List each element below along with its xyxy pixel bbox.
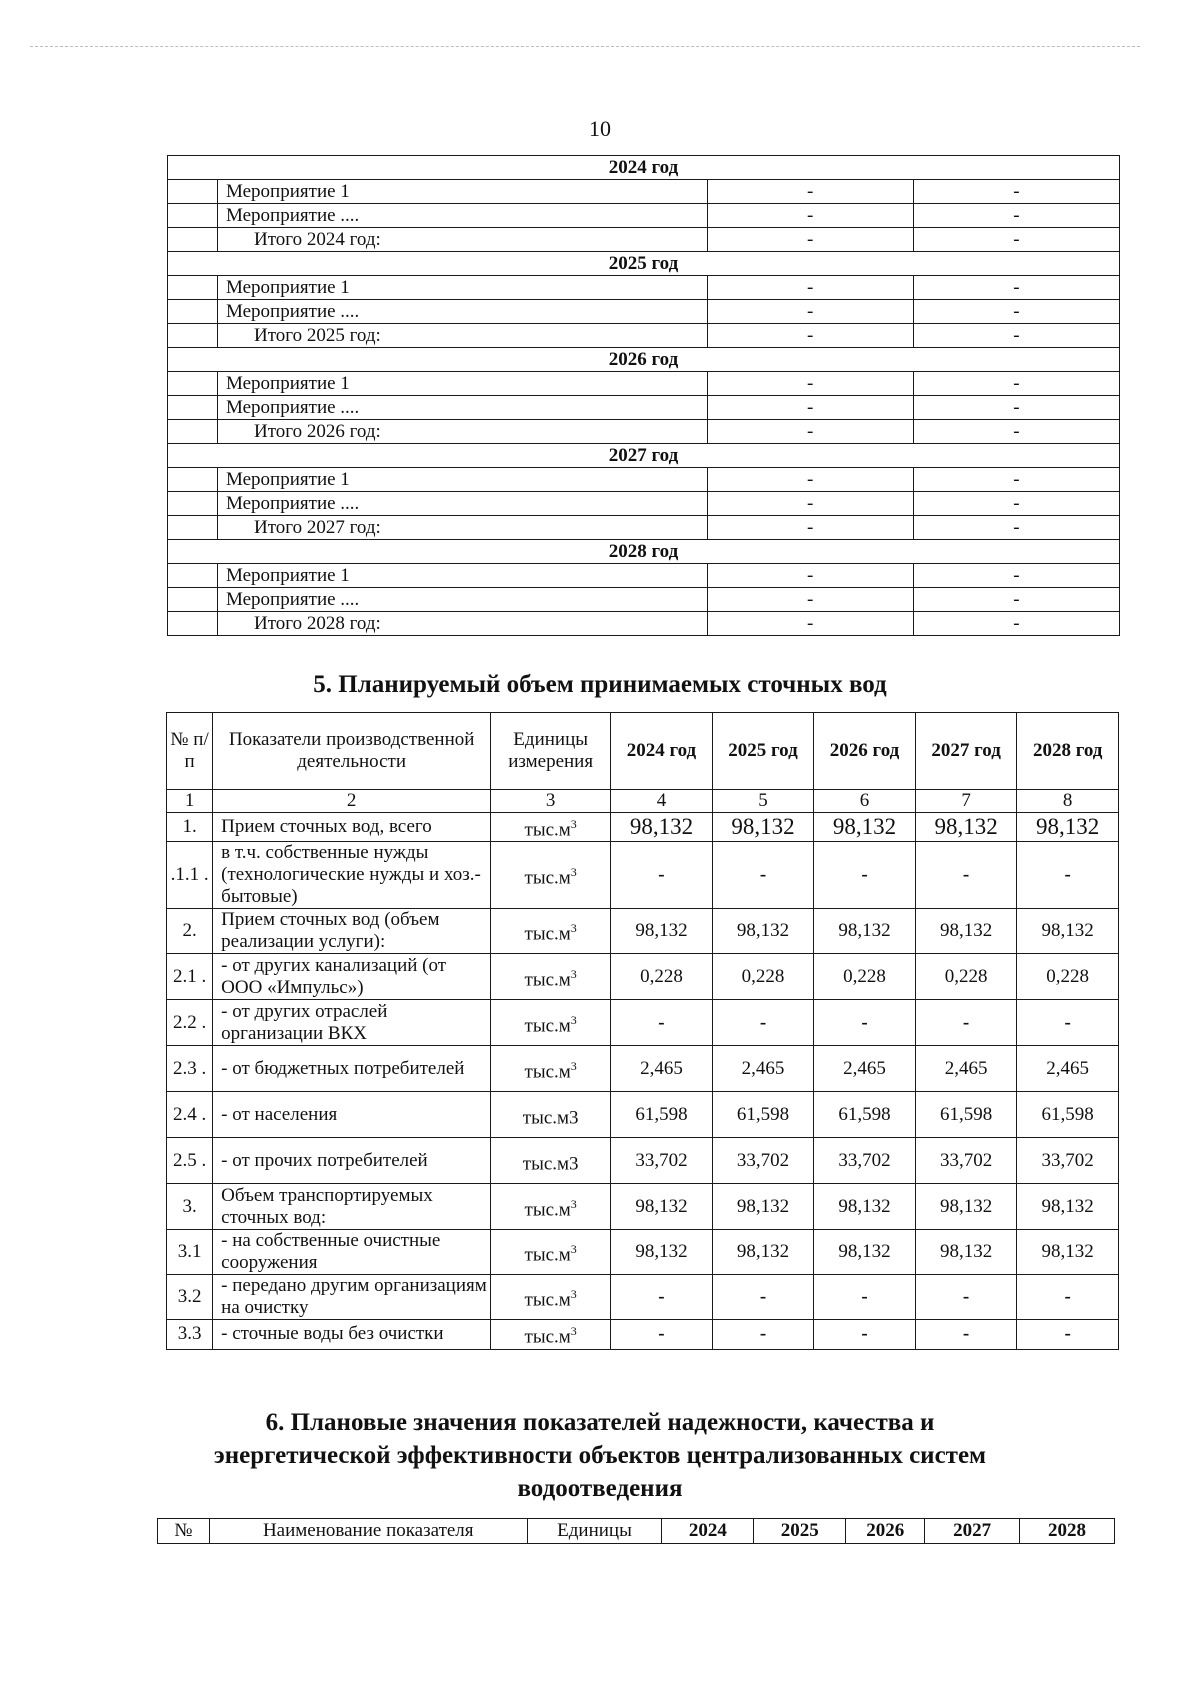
event-name: Мероприятие 1 (217, 468, 707, 492)
event-row (168, 588, 1120, 612)
year-value: 61,598 (814, 1092, 916, 1138)
year-value: 33,702 (1017, 1138, 1119, 1184)
table-row (167, 1092, 1119, 1138)
table-row (167, 1184, 1119, 1230)
year-value: 0,228 (712, 954, 814, 1000)
event-name: Мероприятие 1 (217, 180, 707, 204)
year-value: - (611, 1000, 713, 1046)
blank-cell (168, 612, 218, 636)
indicator-name: - сточные воды без очистки (213, 1320, 491, 1349)
year-value: 98,132 (611, 813, 713, 842)
header-year: 2026 год (814, 713, 916, 790)
event-total-value: - (707, 324, 913, 348)
year-value: 2,465 (915, 1046, 1017, 1092)
header-year: 2026 (846, 1519, 925, 1544)
year-value: 98,132 (712, 1230, 814, 1275)
row-number: 2.3 . (167, 1046, 213, 1092)
year-value: 98,132 (814, 1184, 916, 1230)
unit-superscript: 3 (570, 865, 577, 880)
unit-text: тыс.м (524, 1289, 571, 1311)
year-heading: 2027 год (168, 444, 1120, 468)
unit-superscript: 3 (570, 1196, 577, 1211)
year-value: 0,228 (1017, 954, 1119, 1000)
unit-cell (491, 813, 611, 842)
column-number: 2 (213, 790, 491, 813)
year-value: 98,132 (915, 909, 1017, 954)
blank-cell (168, 276, 218, 300)
header-year: 2028 (1020, 1519, 1115, 1544)
year-heading: 2026 год (168, 348, 1120, 372)
year-value: 61,598 (712, 1092, 814, 1138)
unit-cell (491, 1275, 611, 1320)
year-value: 33,702 (611, 1138, 713, 1184)
unit-superscript: 3 (570, 1324, 577, 1339)
event-value: - (913, 468, 1119, 492)
unit-cell (491, 1046, 611, 1092)
unit-cell (491, 954, 611, 1000)
unit-text: тыс.м (524, 1060, 571, 1082)
blank-cell (168, 324, 218, 348)
year-value: 33,702 (814, 1138, 916, 1184)
event-value: - (707, 468, 913, 492)
header-unit: Единицы измерения (491, 713, 611, 790)
year-value: 98,132 (814, 813, 916, 842)
event-value: - (913, 180, 1119, 204)
column-number-row (167, 790, 1119, 813)
column-number: 5 (712, 790, 814, 813)
unit-superscript: 3 (570, 1012, 577, 1027)
event-row (168, 468, 1120, 492)
event-total-label: Итого 2027 год: (217, 516, 707, 540)
header-year: 2027 год (915, 713, 1017, 790)
table-header-row (158, 1519, 1115, 1544)
event-name: Мероприятие .... (217, 492, 707, 516)
row-number: 2. (167, 909, 213, 954)
event-value: - (913, 396, 1119, 420)
year-value: - (611, 1275, 713, 1320)
blank-cell (168, 372, 218, 396)
section-5-title: 5. Планируемый объем принимаемых сточных вод (313, 671, 887, 698)
table-row (167, 1275, 1119, 1320)
page-number: 10 (589, 116, 611, 141)
table-row (167, 1000, 1119, 1046)
year-value: 33,702 (915, 1138, 1017, 1184)
unit-text: тыс.м (524, 1326, 571, 1348)
blank-cell (168, 492, 218, 516)
table-header-row (167, 713, 1119, 790)
year-value: 98,132 (915, 813, 1017, 842)
year-heading: 2024 год (168, 156, 1120, 180)
column-number: 7 (915, 790, 1017, 813)
event-value: - (707, 492, 913, 516)
section-6-title-line: 6. Плановые значения показателей надежности, качества и (265, 1409, 935, 1436)
column-number: 6 (814, 790, 916, 813)
unit-cell (491, 1092, 611, 1138)
unit-text: тыс.м3 (522, 1106, 579, 1128)
indicator-name: в т.ч. собственные нужды (технологические нужды и хоз.-бытовые) (213, 842, 491, 909)
event-row (168, 396, 1120, 420)
indicator-name: - от бюджетных потребителей (213, 1046, 491, 1092)
header-no: № (158, 1519, 210, 1544)
indicator-name: - от других канализаций (от ООО «Импульс») (213, 954, 491, 1000)
event-value: - (707, 372, 913, 396)
unit-text: тыс.м (524, 1244, 571, 1266)
event-name: Мероприятие 1 (217, 276, 707, 300)
year-value: 98,132 (611, 1230, 713, 1275)
year-value: - (814, 1320, 916, 1349)
year-value: - (1017, 1320, 1119, 1349)
table-row (167, 813, 1119, 842)
unit-text: тыс.м (524, 1014, 571, 1036)
year-value: - (814, 842, 916, 909)
indicator-name: - от прочих потребителей (213, 1138, 491, 1184)
event-total-value: - (707, 420, 913, 444)
table-row (167, 1046, 1119, 1092)
row-number: 1. (167, 813, 213, 842)
year-heading: 2025 год (168, 252, 1120, 276)
year-value: - (915, 842, 1017, 909)
event-total-value: - (707, 516, 913, 540)
year-value: 98,132 (712, 813, 814, 842)
unit-cell (491, 909, 611, 954)
table-row (167, 1320, 1119, 1349)
indicator-name: - на собственные очистные сооружения (213, 1230, 491, 1275)
unit-text: тыс.м (524, 819, 571, 841)
header-name: Наименование показателя (209, 1519, 527, 1544)
event-total-value: - (913, 420, 1119, 444)
year-heading-row (168, 252, 1120, 276)
unit-cell (491, 1138, 611, 1184)
year-value: 98,132 (814, 909, 916, 954)
blank-cell (168, 228, 218, 252)
year-value: 2,465 (814, 1046, 916, 1092)
unit-text: тыс.м (524, 968, 571, 990)
event-total-label: Итого 2028 год: (217, 612, 707, 636)
column-number: 1 (167, 790, 213, 813)
indicator-name: - от других отраслей организации ВКХ (213, 1000, 491, 1046)
event-value: - (707, 180, 913, 204)
event-total-row (168, 324, 1120, 348)
unit-superscript: 3 (570, 1242, 577, 1257)
unit-superscript: 3 (570, 817, 577, 831)
event-name: Мероприятие .... (217, 588, 707, 612)
event-value: - (913, 588, 1119, 612)
section-6-title (0, 1406, 1200, 1505)
year-value: 0,228 (611, 954, 713, 1000)
header-year: 2025 (754, 1519, 846, 1544)
year-value: - (611, 1320, 713, 1349)
event-value: - (707, 276, 913, 300)
year-value: - (814, 1000, 916, 1046)
event-name: Мероприятие .... (217, 300, 707, 324)
year-value: - (915, 1000, 1017, 1046)
wastewater-volume-table (166, 712, 1119, 1350)
event-name: Мероприятие .... (217, 396, 707, 420)
section-6-title-line: водоотведения (517, 1475, 683, 1502)
row-number: 2.2 . (167, 1000, 213, 1046)
event-total-row (168, 516, 1120, 540)
year-value: 2,465 (712, 1046, 814, 1092)
year-value: 33,702 (712, 1138, 814, 1184)
column-number: 4 (611, 790, 713, 813)
event-total-value: - (707, 612, 913, 636)
event-row (168, 204, 1120, 228)
indicator-name: Прием сточных вод (объем реализации услуги): (213, 909, 491, 954)
unit-text: тыс.м (524, 923, 571, 945)
year-heading-row (168, 540, 1120, 564)
header-year: 2025 год (712, 713, 814, 790)
event-name: Мероприятие .... (217, 204, 707, 228)
row-number: .1.1 . (167, 842, 213, 909)
event-total-value: - (707, 228, 913, 252)
event-row (168, 300, 1120, 324)
year-value: - (915, 1275, 1017, 1320)
row-number: 3. (167, 1184, 213, 1230)
event-row (168, 564, 1120, 588)
event-value: - (707, 396, 913, 420)
unit-superscript: 3 (570, 921, 577, 936)
event-total-row (168, 228, 1120, 252)
year-value: - (712, 1000, 814, 1046)
year-value: 0,228 (915, 954, 1017, 1000)
year-value: 61,598 (611, 1092, 713, 1138)
unit-text: тыс.м (524, 867, 571, 889)
event-name: Мероприятие 1 (217, 372, 707, 396)
year-heading-row (168, 444, 1120, 468)
year-value: 98,132 (1017, 909, 1119, 954)
unit-superscript: 3 (570, 1058, 577, 1073)
event-total-value: - (913, 324, 1119, 348)
year-heading-row (168, 156, 1120, 180)
unit-superscript: 3 (570, 1287, 577, 1302)
blank-cell (168, 300, 218, 324)
event-value: - (707, 300, 913, 324)
year-heading: 2028 год (168, 540, 1120, 564)
unit-cell (491, 1000, 611, 1046)
year-value: 98,132 (712, 1184, 814, 1230)
event-value: - (913, 204, 1119, 228)
year-value: 98,132 (1017, 1184, 1119, 1230)
event-total-label: Итого 2025 год: (217, 324, 707, 348)
unit-cell (491, 1184, 611, 1230)
unit-superscript: 3 (570, 966, 577, 981)
blank-cell (168, 468, 218, 492)
table-row (167, 954, 1119, 1000)
scan-artifact-line (30, 46, 1140, 47)
year-value: 61,598 (1017, 1092, 1119, 1138)
event-name: Мероприятие 1 (217, 564, 707, 588)
unit-cell (491, 842, 611, 909)
year-value: - (1017, 1275, 1119, 1320)
unit-cell (491, 1320, 611, 1349)
year-value: - (814, 1275, 916, 1320)
indicator-name: Прием сточных вод, всего (213, 813, 491, 842)
header-year: 2024 год (611, 713, 713, 790)
unit-cell (491, 1230, 611, 1275)
year-value: 61,598 (915, 1092, 1017, 1138)
event-value: - (913, 564, 1119, 588)
year-value: 98,132 (814, 1230, 916, 1275)
event-total-value: - (913, 228, 1119, 252)
blank-cell (168, 516, 218, 540)
table-row (167, 909, 1119, 954)
event-value: - (707, 588, 913, 612)
year-value: 98,132 (1017, 813, 1119, 842)
blank-cell (168, 588, 218, 612)
event-value: - (913, 372, 1119, 396)
year-value: 98,132 (915, 1184, 1017, 1230)
table-row (167, 1138, 1119, 1184)
blank-cell (168, 564, 218, 588)
event-value: - (913, 492, 1119, 516)
event-value: - (707, 204, 913, 228)
event-total-label: Итого 2024 год: (217, 228, 707, 252)
section-6-title-line: энергетической эффективности объектов централизованных систем (213, 1442, 987, 1469)
event-row (168, 492, 1120, 516)
event-total-label: Итого 2026 год: (217, 420, 707, 444)
year-value: 0,228 (814, 954, 916, 1000)
event-value: - (913, 276, 1119, 300)
row-number: 3.2 (167, 1275, 213, 1320)
header-year: 2028 год (1017, 713, 1119, 790)
year-value: 98,132 (712, 909, 814, 954)
event-total-row (168, 612, 1120, 636)
blank-cell (168, 420, 218, 444)
year-value: 98,132 (611, 1184, 713, 1230)
row-number: 2.1 . (167, 954, 213, 1000)
table-row (167, 1230, 1119, 1275)
row-number: 3.1 (167, 1230, 213, 1275)
indicator-name: - передано другим организациям на очистку (213, 1275, 491, 1320)
year-value: - (1017, 842, 1119, 909)
column-number: 3 (491, 790, 611, 813)
year-heading-row (168, 348, 1120, 372)
header-indicator: Показатели производственной деятельности (213, 713, 491, 790)
header-year: 2027 (925, 1519, 1020, 1544)
year-value: - (611, 842, 713, 909)
blank-cell (168, 180, 218, 204)
blank-cell (168, 204, 218, 228)
event-row (168, 372, 1120, 396)
events-by-year-table (167, 155, 1120, 636)
unit-text: тыс.м (524, 1198, 571, 1220)
indicator-name: - от населения (213, 1092, 491, 1138)
header-year: 2024 (662, 1519, 754, 1544)
header-unit: Единицы (527, 1519, 662, 1544)
year-value: 2,465 (1017, 1046, 1119, 1092)
event-row (168, 180, 1120, 204)
blank-cell (168, 396, 218, 420)
year-value: 98,132 (915, 1230, 1017, 1275)
year-value: 2,465 (611, 1046, 713, 1092)
row-number: 2.4 . (167, 1092, 213, 1138)
year-value: - (712, 842, 814, 909)
year-value: 98,132 (1017, 1230, 1119, 1275)
unit-text: тыс.м3 (522, 1152, 579, 1174)
header-no: № п/п (167, 713, 213, 790)
event-total-row (168, 420, 1120, 444)
year-value: - (1017, 1000, 1119, 1046)
event-total-value: - (913, 612, 1119, 636)
indicators-table (157, 1518, 1115, 1544)
year-value: - (712, 1320, 814, 1349)
column-number: 8 (1017, 790, 1119, 813)
table-row (167, 842, 1119, 909)
event-value: - (913, 300, 1119, 324)
row-number: 3.3 (167, 1320, 213, 1349)
event-row (168, 276, 1120, 300)
indicator-name: Объем транспортируемых сточных вод: (213, 1184, 491, 1230)
year-value: - (915, 1320, 1017, 1349)
year-value: 98,132 (611, 909, 713, 954)
year-value: - (712, 1275, 814, 1320)
event-total-value: - (913, 516, 1119, 540)
event-value: - (707, 564, 913, 588)
row-number: 2.5 . (167, 1138, 213, 1184)
